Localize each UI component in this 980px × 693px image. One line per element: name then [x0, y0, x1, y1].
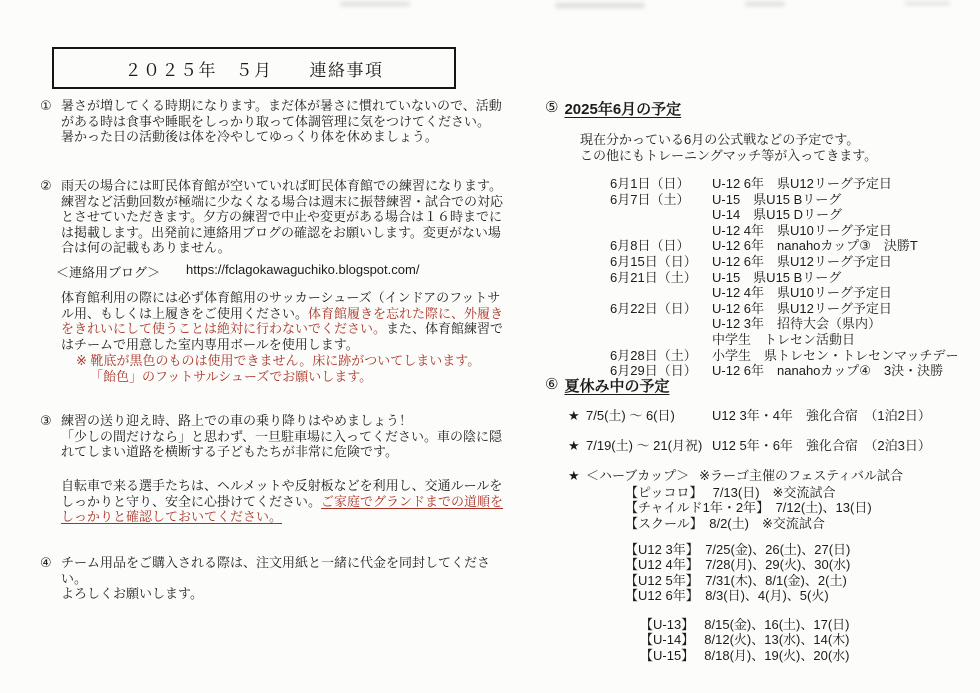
notice-3-number: ③	[40, 413, 52, 428]
harp-cup-title: ＜ハーブカップ＞	[586, 468, 690, 483]
summer-heading-number: ⑥	[545, 376, 559, 393]
notice-1-text	[61, 98, 511, 145]
harp-row: 【スクール】 8/2(土) ※交流試合	[625, 515, 825, 531]
schedule-date: 6月29日（日）	[610, 363, 697, 379]
harp-u12-row: 【U12 3年】 7/25(金)、26(土)、27(日)	[625, 542, 851, 557]
schedule-row	[610, 238, 958, 254]
harp-cup-u12-rows	[625, 542, 850, 603]
harp-u12-row: 【U12 6年】 8/3(日)、4(月)、5(火)	[625, 587, 829, 603]
scan-artifact	[340, 2, 410, 6]
schedule-row	[610, 285, 958, 301]
schedule-date	[610, 223, 712, 239]
summer-heading-text: 夏休み中の予定	[564, 378, 670, 395]
contact-blog-line	[56, 262, 419, 281]
june-heading-text: 2025年6月の予定	[564, 101, 682, 118]
notice-2	[40, 178, 511, 256]
camp-row-2	[568, 438, 931, 454]
shoe-sole-note	[76, 353, 480, 384]
schedule-event: U-15 県U15 Bリーグ	[712, 269, 842, 285]
schedule-event: 小学生 県トレセン・トレセンマッチデー	[712, 347, 959, 363]
schedule-date	[610, 207, 712, 223]
notice-3	[40, 413, 511, 460]
schedule-row	[610, 192, 958, 208]
notice-3-text	[61, 413, 511, 460]
camp-desc: U12 5年・6年 強化合宿 （2泊3日）	[712, 438, 931, 453]
june-schedule-table	[610, 176, 958, 379]
shoe-note-line1: ※ 靴底が黒色のものは使用できません。床に跡がついてしまいます。	[76, 353, 481, 368]
bicycle-paragraph	[61, 478, 511, 525]
schedule-event: U-12 6年 県U12リーグ予定日	[712, 253, 892, 269]
camp-row-1	[568, 408, 931, 424]
harp-row: 【チャイルド1年・2年】 7/12(土)、13(日)	[625, 500, 872, 516]
notice-1-number: ①	[40, 98, 52, 113]
harp-teen-row: 【U-15】 8/18(月)、19(火)、20(水)	[640, 647, 850, 663]
schedule-event: U-14 県U15 Dリーグ	[712, 207, 843, 223]
schedule-row	[610, 223, 958, 239]
gym-paragraph	[61, 290, 511, 352]
harp-cup-teen-rows	[640, 617, 850, 663]
bicycle-text-red-underline: ご家庭でグランドまでの道順をしっかりと確認しておいてください。	[61, 493, 504, 524]
june-schedule-heading	[545, 98, 681, 119]
star-icon: ★	[568, 468, 580, 483]
schedule-row	[610, 301, 958, 317]
summer-schedule-heading	[545, 375, 669, 396]
schedule-date: 6月22日（日）	[610, 300, 697, 316]
title-box	[52, 47, 456, 89]
notice-1-text-a: 暑さが増してくる時期になります。まだ体が暑さに慣れていないので、活動がある時は食事や睡眠をしっかり取って体調管理に気をつけてください。	[61, 98, 502, 129]
schedule-event: U-12 6年 県U12リーグ予定日	[712, 300, 892, 316]
june-intro-line2: この他にもトレーニングマッチ等が入ってきます。	[580, 148, 878, 163]
schedule-row	[610, 270, 958, 286]
star-icon: ★	[568, 408, 580, 423]
notice-4-number: ④	[40, 555, 52, 570]
notice-4-text	[61, 555, 511, 602]
schedule-date: 6月7日（土）	[610, 191, 690, 207]
scan-artifact	[555, 3, 645, 8]
schedule-date: 6月28日（土）	[610, 347, 697, 363]
schedule-row	[610, 316, 958, 332]
schedule-date	[610, 316, 712, 332]
schedule-date: 6月1日（日）	[610, 176, 690, 191]
harp-cup-rows	[625, 485, 872, 531]
schedule-event: U-12 6年 nanahoカップ③ 決勝T	[712, 238, 918, 254]
harp-teen-row: 【U-13】 8/15(金)、16(土)、17(日)	[640, 617, 850, 632]
bicycle-text-black: 自転車で来る選手たちは、ヘルメットや反射板などを利用し、交通ルールをしっかりと守り、安全に心掛けてください。	[61, 478, 503, 509]
star-icon: ★	[568, 438, 580, 453]
scan-artifact	[905, 2, 950, 5]
notice-2-text: 雨天の場合には町民体育館が空いていれば町民体育館での練習になります。練習など活動回数が極端に少なくなる場合は週末に振替練習・試合での対応とさせていただきます。夕方の練習で中止や変更がある場合は１６時までには掲載します。出発前に連絡用ブログの確認をお願いします。変更がない場合は何の記載もありません。	[61, 178, 504, 255]
notice-2-number: ②	[40, 178, 52, 193]
schedule-date: 6月15日（日）	[610, 253, 697, 269]
harp-cup-header	[568, 468, 903, 484]
schedule-row	[610, 348, 958, 364]
gym-text-red: 体育館履きを忘れた際に、外履きをきれいにして使うことは絶対に行わないでください。	[61, 305, 504, 336]
harp-cup-note: ※ラーゴ主催のフェスティバル試合	[699, 468, 904, 483]
notice-3-line1: 練習の送り迎え時、路上での車の乗り降りはやめましょう！	[61, 413, 413, 428]
gym-text-black-2: また、体育館練習ではチームで用意した室内専用ボールを使用します。	[61, 321, 504, 352]
schedule-event: U-15 県U15 Bリーグ	[712, 191, 842, 207]
schedule-row	[610, 176, 958, 192]
blog-label: ＜連絡用ブログ＞	[56, 265, 161, 280]
schedule-event: 中学生 トレセン活動日	[712, 331, 856, 347]
june-intro	[580, 132, 877, 164]
schedule-date	[610, 332, 712, 348]
schedule-event: U-12 6年 県U12リーグ予定日	[712, 176, 892, 191]
june-heading-number: ⑤	[545, 99, 559, 116]
harp-row: 【ピッコロ】 7/13(日) ※交流試合	[625, 485, 836, 500]
notice-3-rest: 「少しの間だけなら」と思わず、一旦駐車場に入ってください。車の陰に隠れてしまい道路を横断する子どもたちが非常に危険です。	[61, 428, 502, 459]
scan-artifact	[745, 2, 785, 6]
schedule-event: U-12 3年 招待大会（県内）	[712, 316, 882, 332]
notice-1-text-b: 暑かった日の活動後は体を冷やしてゆっくり体を休めましょう。	[61, 129, 438, 144]
schedule-row	[610, 254, 958, 270]
june-intro-line1: 現在分かっている6月の公式戦などの予定です。	[580, 132, 860, 147]
notice-4-line2: よろしくお願いします。	[61, 586, 203, 601]
camp-period: 7/19(土) ～ 21(月祝)	[586, 438, 703, 453]
schedule-event: U-12 6年 nanahoカップ④ 3決・決勝	[712, 363, 944, 379]
schedule-event: U-12 4年 県U10リーグ予定日	[712, 285, 892, 301]
harp-u12-row: 【U12 5年】 7/31(木)、8/1(金)、2(土)	[625, 572, 847, 588]
page-title: ２０２５年 ５月 連絡事項	[124, 60, 384, 80]
schedule-date: 6月8日（日）	[610, 238, 690, 254]
notice-4-line1: チーム用品をご購入される際は、注文用紙と一緒に代金を同封してください。	[61, 555, 491, 586]
schedule-date: 6月21日（土）	[610, 269, 697, 285]
harp-teen-row: 【U-14】 8/12(火)、13(水)、14(木)	[640, 632, 850, 648]
notice-4	[40, 555, 511, 602]
blog-url: https://fclagokawaguchiko.blogspot.com/	[186, 262, 420, 277]
schedule-row	[610, 207, 958, 223]
camp-desc: U12 3年・4年 強化合宿 （1泊2日）	[712, 408, 931, 423]
harp-u12-row: 【U12 4年】 7/28(月)、29(火)、30(水)	[625, 557, 851, 573]
schedule-row	[610, 332, 958, 348]
notice-1	[40, 98, 511, 145]
schedule-event: U-12 4年 県U10リーグ予定日	[712, 222, 892, 238]
schedule-date	[610, 285, 712, 301]
shoe-note-line2: 「飴色」のフットサルシューズでお願いします。	[90, 368, 373, 384]
camp-period: 7/5(土) ～ 6(日)	[586, 408, 675, 423]
gym-text-black-1: 体育館利用の際には必ず体育館用のサッカーシューズ（インドアのフットサル用、もしくは上履きをご使用ください。	[61, 290, 501, 321]
